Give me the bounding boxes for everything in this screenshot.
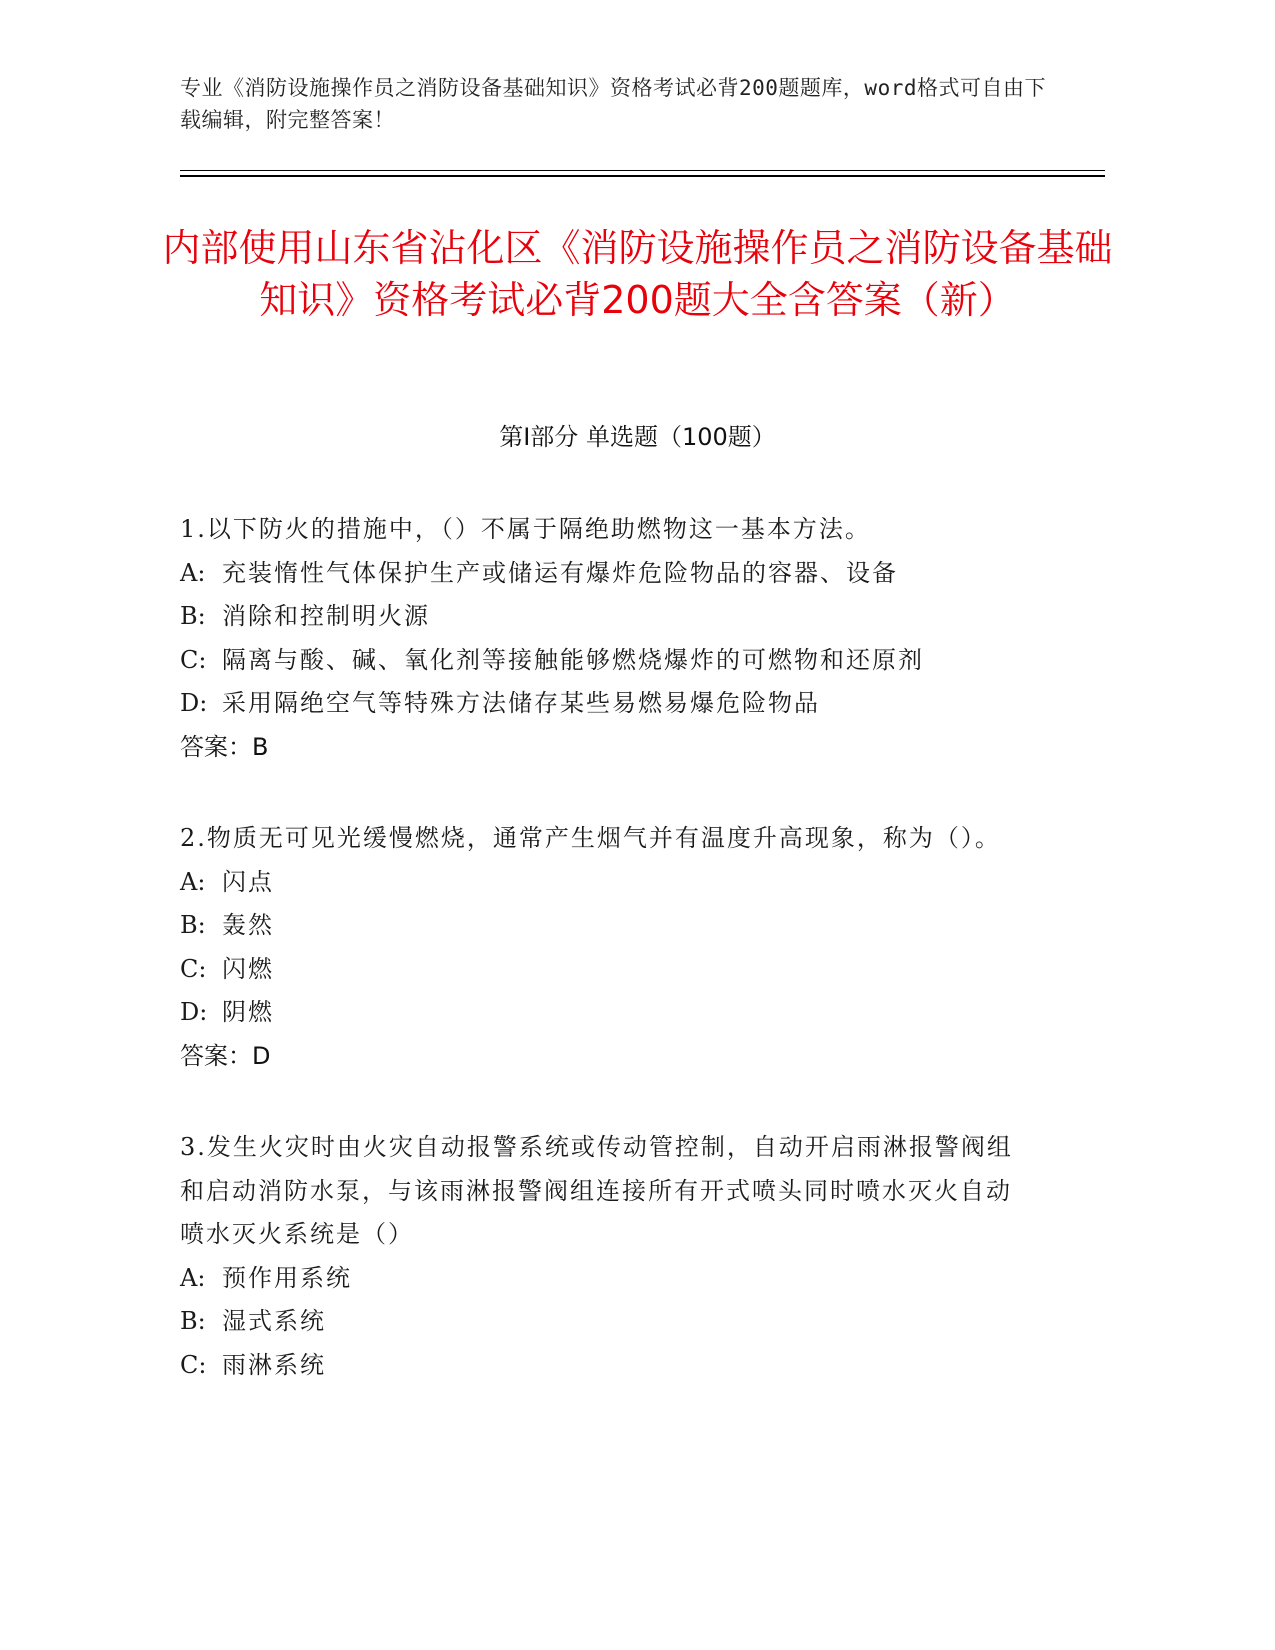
option-text: 充装惰性气体保护生产或储运有爆炸危险物品的容器、设备 xyxy=(222,558,898,587)
header-divider-thick xyxy=(180,175,1105,177)
option-a xyxy=(180,861,1030,905)
header-divider-thin xyxy=(180,170,1105,171)
option-text: 隔离与酸、碱、氧化剂等接触能够燃烧爆炸的可燃物和还原剂 xyxy=(222,645,924,674)
option-key: A: xyxy=(180,867,206,896)
answer-line: 答案：D xyxy=(180,1041,271,1070)
option-a xyxy=(180,552,1030,596)
option-key: B: xyxy=(180,911,206,939)
option-key: C: xyxy=(180,645,207,674)
option-c xyxy=(180,948,1030,992)
header-note: 专业《消防设施操作员之消防设备基础知识》资格考试必背200题题库，word格式可自由下载编辑，附完整答案！ xyxy=(180,76,1046,132)
option-key: C: xyxy=(180,954,207,983)
option-key: A: xyxy=(180,558,206,587)
option-text: 采用隔绝空气等特殊方法储存某些易燃易爆危险物品 xyxy=(222,689,820,717)
option-text: 闪点 xyxy=(222,867,274,896)
option-d xyxy=(180,682,1030,726)
option-d xyxy=(180,991,1030,1035)
option-key: C: xyxy=(180,1350,207,1379)
question-stem: 2.物质无可见光缓慢燃烧，通常产生烟气并有温度升高现象，称为（）。 xyxy=(180,824,1001,852)
option-key: D: xyxy=(180,689,208,717)
option-text: 轰然 xyxy=(222,911,274,939)
question-stem: 1.以下防火的措施中，（）不属于隔绝助燃物这一基本方法。 xyxy=(180,515,871,543)
option-c xyxy=(180,639,1030,683)
option-c xyxy=(180,1344,1030,1388)
question-list xyxy=(180,508,1030,1435)
section-heading: 第Ⅰ部分 单选题（100题） xyxy=(499,423,776,451)
document-title: 内部使用山东省沾化区《消防设施操作员之消防设备基础知识》资格考试必背200题大全含答案（新） xyxy=(162,226,1113,322)
option-text: 阴燃 xyxy=(222,998,274,1026)
option-b xyxy=(180,904,1030,948)
question-stem: 3.发生火灾时由火灾自动报警系统或传动管控制，自动开启雨淋报警阀组和启动消防水泵，与该雨淋报警阀组连接所有开式喷头同时喷水灭火自动喷水灭火系统是（） xyxy=(180,1133,1013,1248)
question-1 xyxy=(180,508,1030,769)
answer-line: 答案：B xyxy=(180,732,269,761)
question-2 xyxy=(180,817,1030,1078)
option-b xyxy=(180,1300,1030,1344)
option-text: 预作用系统 xyxy=(222,1263,352,1292)
option-a xyxy=(180,1257,1030,1301)
option-b xyxy=(180,595,1030,639)
option-text: 消除和控制明火源 xyxy=(222,602,430,630)
option-key: B: xyxy=(180,602,206,630)
option-text: 闪燃 xyxy=(222,954,274,983)
option-key: B: xyxy=(180,1307,206,1335)
option-text: 雨淋系统 xyxy=(222,1350,326,1379)
option-key: D: xyxy=(180,998,208,1026)
option-text: 湿式系统 xyxy=(222,1307,326,1335)
question-3 xyxy=(180,1126,1030,1387)
option-key: A: xyxy=(180,1263,206,1292)
